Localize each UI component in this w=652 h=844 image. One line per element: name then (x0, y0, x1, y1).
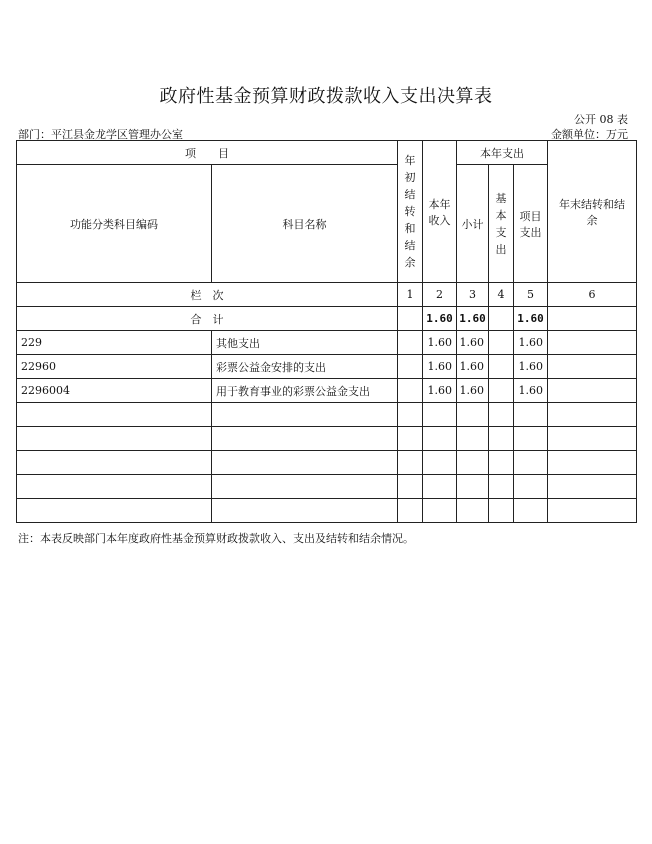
total-subtotal: 1.60 (457, 307, 489, 331)
report-title: 政府性基金预算财政拨款收入支出决算表 (159, 86, 493, 107)
header-income: 本年 收入 (423, 141, 457, 283)
row-income: 1.60 (423, 379, 457, 403)
column-index-label: 栏 次 (17, 283, 398, 307)
column-index-4: 4 (489, 283, 514, 307)
budget-table (16, 140, 637, 523)
row-project: 1.60 (514, 355, 548, 379)
row-basic (489, 331, 514, 355)
row-name: 其他支出 (212, 331, 398, 355)
column-index-2: 2 (423, 283, 457, 307)
column-index-row (17, 283, 637, 307)
total-label: 合 计 (17, 307, 398, 331)
header-item: 项 目 (17, 141, 398, 165)
header-begin-balance: 年 初 结 转 和 结 余 (398, 141, 423, 283)
row-subtotal: 1.60 (457, 355, 489, 379)
row-code: 22960 (17, 355, 212, 379)
empty-row (17, 451, 637, 475)
column-index-5: 5 (514, 283, 548, 307)
form-number: 公开 08 表 (574, 113, 628, 126)
footnote: 注：本表反映部门本年度政府性基金预算财政拨款收入、支出及结转和结余情况。 (18, 532, 414, 545)
row-income: 1.60 (423, 331, 457, 355)
total-income: 1.60 (423, 307, 457, 331)
row-code: 229 (17, 331, 212, 355)
column-index-1: 1 (398, 283, 423, 307)
row-subtotal: 1.60 (457, 379, 489, 403)
header-end-balance: 年末结转和结 余 (548, 141, 637, 283)
row-begin-balance (398, 355, 423, 379)
department-label: 部门：平江县金龙学区管理办公室 (18, 128, 183, 141)
amount-unit: 金额单位：万元 (551, 128, 628, 141)
row-end-balance (548, 379, 637, 403)
column-index-3: 3 (457, 283, 489, 307)
empty-row (17, 499, 637, 523)
row-code: 2296004 (17, 379, 212, 403)
header-project: 项目 支出 (514, 165, 548, 283)
total-basic (489, 307, 514, 331)
table-row (17, 379, 637, 403)
row-begin-balance (398, 379, 423, 403)
row-basic (489, 379, 514, 403)
table-row (17, 355, 637, 379)
header-subtotal: 小计 (457, 165, 489, 283)
row-begin-balance (398, 331, 423, 355)
total-begin-balance (398, 307, 423, 331)
row-project: 1.60 (514, 331, 548, 355)
row-end-balance (548, 355, 637, 379)
row-basic (489, 355, 514, 379)
row-income: 1.60 (423, 355, 457, 379)
row-name: 彩票公益金安排的支出 (212, 355, 398, 379)
row-subtotal: 1.60 (457, 331, 489, 355)
total-end-balance (548, 307, 637, 331)
row-name: 用于教育事业的彩票公益金支出 (212, 379, 398, 403)
empty-row (17, 403, 637, 427)
total-project: 1.60 (514, 307, 548, 331)
header-basic: 基 本 支 出 (489, 165, 514, 283)
table-row (17, 331, 637, 355)
empty-row (17, 475, 637, 499)
header-code: 功能分类科目编码 (17, 165, 212, 283)
column-index-6: 6 (548, 283, 637, 307)
header-expense: 本年支出 (457, 141, 548, 165)
row-project: 1.60 (514, 379, 548, 403)
row-end-balance (548, 331, 637, 355)
empty-row (17, 427, 637, 451)
header-name: 科目名称 (212, 165, 398, 283)
total-row (17, 307, 637, 331)
